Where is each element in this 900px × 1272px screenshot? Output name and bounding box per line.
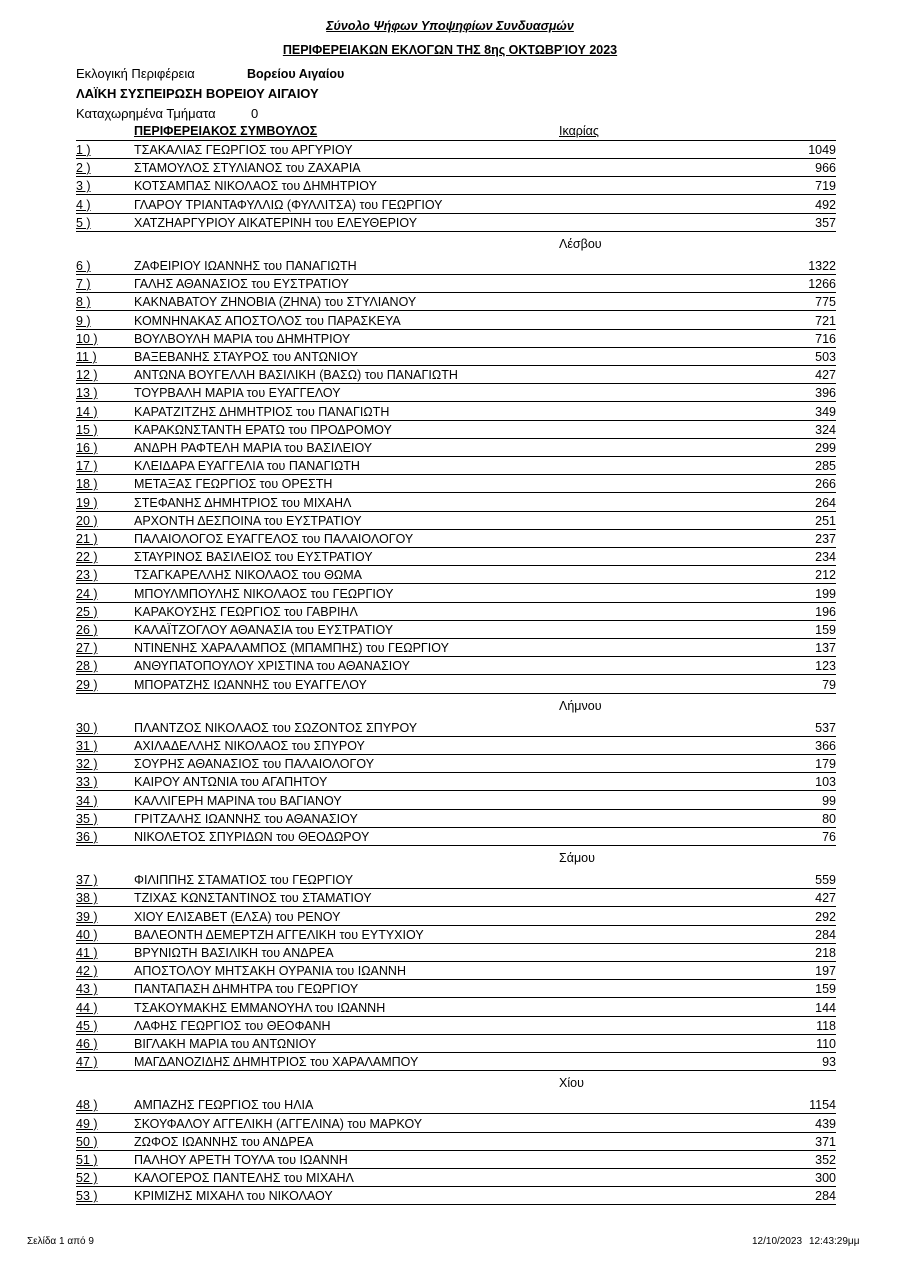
row-number: 15 )	[76, 422, 98, 437]
candidate-votes: 144	[815, 1000, 836, 1015]
table-row	[76, 1053, 836, 1071]
row-number: 25 )	[76, 604, 98, 619]
row-number: 14 )	[76, 404, 98, 419]
candidate-votes: 80	[822, 811, 836, 826]
table-row	[76, 828, 836, 846]
table-row	[76, 1133, 836, 1151]
table-row	[76, 494, 836, 512]
candidate-votes: 349	[815, 404, 836, 419]
candidate-name: ΓΛΑΡΟΥ ΤΡΙΑΝΤΑΦΥΛΛΙΩ (ΦΥΛΛΙΤΣΑ) του ΓΕΩΡΓΙΟΥ	[134, 197, 443, 212]
table-row	[76, 159, 836, 177]
table-row	[76, 926, 836, 944]
row-number: 20 )	[76, 513, 98, 528]
candidate-votes: 197	[815, 964, 836, 979]
table-row	[76, 792, 836, 810]
region-heading: Λήμνου	[559, 698, 602, 713]
page-number: Σελίδα 1 από 9	[27, 1236, 94, 1247]
row-number: 19 )	[76, 495, 98, 510]
candidate-name: ΚΟΤΣΑΜΠΑΣ ΝΙΚΟΛΑΟΣ του ΔΗΜΗΤΡΙΟΥ	[134, 179, 377, 194]
row-number: 48 )	[76, 1098, 98, 1113]
row-number: 7 )	[76, 277, 91, 292]
candidate-votes: 212	[815, 568, 836, 583]
candidate-name: ΜΑΓΔΑΝΟΖΙΔΗΣ ΔΗΜΗΤΡΙΟΣ του ΧΑΡΑΛΑΜΠΟΥ	[134, 1055, 419, 1070]
row-number: 12 )	[76, 368, 98, 383]
table-row	[76, 348, 836, 366]
table-row	[76, 755, 836, 773]
candidate-votes: 719	[815, 179, 836, 194]
candidate-name: ΧΑΤΖΗΑΡΓΥΡΙΟΥ ΑΙΚΑΤΕΡΙΝΗ του ΕΛΕΥΘΕΡΙΟΥ	[134, 215, 418, 230]
candidate-votes: 179	[815, 757, 836, 772]
row-number: 8 )	[76, 295, 91, 310]
table-row	[76, 871, 836, 889]
table-row	[76, 512, 836, 530]
candidate-name: ΠΑΝΤΑΠΑΣΗ ΔΗΜΗΤΡΑ του ΓΕΩΡΓΙΟΥ	[134, 982, 359, 997]
table-row	[76, 719, 836, 737]
row-number: 42 )	[76, 964, 98, 979]
candidate-name: ΣΤΑΜΟΥΛΟΣ ΣΤΥΛΙΑΝΟΣ του ΖΑΧΑΡΙΑ	[134, 161, 361, 176]
table-row	[76, 439, 836, 457]
row-number: 32 )	[76, 757, 98, 772]
candidate-votes: 159	[815, 623, 836, 637]
table-row	[76, 603, 836, 621]
table-row	[76, 214, 836, 232]
candidate-votes: 251	[815, 513, 836, 528]
candidate-votes: 371	[815, 1134, 836, 1149]
document-subtitle: ΠΕΡΙΦΕΡΕΙΑΚΩΝ ΕΚΛΟΓΩΝ ΤΗΣ 8ης ΟΚΤΩΒΡΊΟΥ 2023	[282, 43, 618, 57]
candidate-name: ΤΣΑΚΟΥΜΑΚΗΣ ΕΜΜΑΝΟΥΗΛ του ΙΩΑΝΝΗ	[134, 1000, 386, 1015]
candidate-votes: 110	[816, 1037, 836, 1051]
region-value: Βορείου Αιγαίου	[247, 67, 345, 81]
table-row	[76, 1017, 836, 1035]
region-heading: Σάμου	[559, 851, 595, 866]
candidate-name: ΚΑΡΑΚΟΥΣΗΣ ΓΕΩΡΓΙΟΣ του ΓΑΒΡΙΗΛ	[134, 604, 358, 619]
candidate-votes: 1322	[808, 259, 836, 273]
table-row	[76, 585, 836, 603]
candidate-name: ΓΡΙΤΖΑΛΗΣ ΙΩΑΝΝΗΣ του ΑΘΑΝΑΣΙΟΥ	[134, 811, 358, 826]
candidate-name: ΑΧΙΛΑΔΕΛΛΗΣ ΝΙΚΟΛΑΟΣ του ΣΠΥΡΟΥ	[134, 739, 365, 753]
sections-value: 0	[251, 106, 259, 121]
table-row	[76, 773, 836, 791]
row-number: 3 )	[76, 179, 91, 194]
candidate-name: ΑΡΧΟΝΤΗ ΔΕΣΠΟΙΝΑ του ΕΥΣΤΡΑΤΙΟΥ	[134, 513, 362, 528]
candidate-name: ΚΑΡΑΚΩΝΣΤΑΝΤΗ ΕΡΑΤΩ του ΠΡΟΔΡΟΜΟΥ	[134, 422, 392, 437]
candidate-name: ΖΑΦΕΙΡΙΟΥ ΙΩΑΝΝΗΣ του ΠΑΝΑΓΙΩΤΗ	[134, 259, 357, 273]
table-row	[76, 962, 836, 980]
candidate-votes: 396	[815, 386, 836, 401]
candidate-name: ΒΑΞΕΒΑΝΗΣ ΣΤΑΥΡΟΣ του ΑΝΤΩΝΙΟΥ	[134, 350, 359, 364]
row-number: 17 )	[76, 459, 98, 474]
table-row	[76, 141, 836, 159]
row-number: 37 )	[76, 873, 98, 888]
candidate-name: ΝΤΙΝΕΝΗΣ ΧΑΡΑΛΑΜΠΟΣ (ΜΠΑΜΠΗΣ) του ΓΕΩΡΓΙΟΥ	[134, 641, 449, 656]
candidate-name: ΠΑΛΗΟΥ ΑΡΕΤΗ ΤΟΥΛΑ του ΙΩΑΝΝΗ	[134, 1153, 348, 1167]
candidate-name: ΣΟΥΡΗΣ ΑΘΑΝΑΣΙΟΣ του ΠΑΛΑΙΟΛΟΓΟΥ	[134, 757, 375, 772]
candidate-votes: 1266	[808, 277, 836, 292]
candidate-name: ΓΑΛΗΣ ΑΘΑΝΑΣΙΟΣ του ΕΥΣΤΡΑΤΙΟΥ	[134, 277, 350, 292]
candidate-votes: 123	[815, 659, 836, 674]
table-row	[76, 530, 836, 548]
table-row	[76, 312, 836, 330]
candidate-name: ΚΑΛΛΙΓΕΡΗ ΜΑΡΙΝΑ του ΒΑΓΙΑΝΟΥ	[134, 793, 342, 808]
candidate-name: ΠΛΑΝΤΖΟΣ ΝΙΚΟΛΑΟΣ του ΣΩΖΟΝΤΟΣ ΣΠΥΡΟΥ	[134, 720, 418, 735]
table-row	[76, 1096, 836, 1114]
row-number: 41 )	[76, 946, 98, 960]
row-number: 2 )	[76, 161, 91, 176]
candidate-votes: 966	[815, 161, 836, 176]
candidate-votes: 118	[816, 1018, 836, 1033]
table-row	[76, 384, 836, 402]
table-row	[76, 475, 836, 493]
table-row	[76, 944, 836, 962]
candidate-name: ΧΙΟΥ ΕΛΙΣΑΒΕΤ (ΕΛΣΑ) του ΡΕΝΟΥ	[134, 909, 341, 924]
candidate-votes: 285	[815, 459, 836, 474]
candidate-votes: 537	[815, 720, 836, 735]
candidate-votes: 492	[815, 197, 836, 212]
candidate-votes: 159	[815, 982, 836, 997]
row-number: 35 )	[76, 811, 98, 826]
region-header-first: Ικαρίας	[559, 124, 599, 138]
row-number: 40 )	[76, 927, 98, 942]
candidate-name: ΠΑΛΑΙΟΛΟΓΟΣ ΕΥΑΓΓΕΛΟΣ του ΠΑΛΑΙΟΛΟΓΟΥ	[134, 532, 414, 546]
candidate-votes: 199	[815, 586, 836, 601]
row-number: 36 )	[76, 830, 98, 844]
table-row	[76, 421, 836, 439]
row-number: 52 )	[76, 1171, 98, 1186]
row-number: 22 )	[76, 550, 98, 565]
row-number: 10 )	[76, 331, 98, 346]
table-row	[76, 657, 836, 675]
candidate-name: ΜΠΟΥΛΜΠΟΥΛΗΣ ΝΙΚΟΛΑΟΣ του ΓΕΩΡΓΙΟΥ	[134, 586, 394, 601]
table-row	[76, 999, 836, 1017]
candidate-name: ΑΠΟΣΤΟΛΟΥ ΜΗΤΣΑΚΗ ΟΥΡΑΝΙΑ του ΙΩΑΝΝΗ	[134, 964, 406, 979]
candidate-votes: 79	[822, 677, 836, 692]
table-row	[76, 275, 836, 293]
candidate-votes: 366	[815, 739, 836, 753]
candidate-name: ΤΣΑΚΑΛΙΑΣ ΓΕΩΡΓΙΟΣ του ΑΡΓΥΡΙΟΥ	[134, 143, 353, 157]
print-date: 12/10/2023	[752, 1236, 803, 1247]
candidate-votes: 264	[815, 495, 836, 510]
candidate-name: ΜΠΟΡΑΤΖΗΣ ΙΩΑΝΝΗΣ του ΕΥΑΓΓΕΛΟΥ	[134, 677, 367, 692]
column-header	[76, 124, 836, 141]
candidate-votes: 721	[815, 313, 836, 328]
column-candidate-header: ΠΕΡΙΦΕΡΕΙΑΚΟΣ ΣΥΜΒΟΥΛΟΣ	[134, 124, 318, 138]
table-row	[76, 1035, 836, 1053]
row-number: 50 )	[76, 1134, 98, 1149]
candidate-votes: 1049	[808, 143, 836, 157]
candidate-name: ΚΛΕΙΔΑΡΑ ΕΥΑΓΓΕΛΙΑ του ΠΑΝΑΓΙΩΤΗ	[134, 459, 360, 474]
row-number: 9 )	[76, 313, 91, 328]
row-number: 31 )	[76, 739, 98, 753]
row-number: 38 )	[76, 891, 98, 906]
candidate-votes: 284	[815, 927, 836, 942]
candidate-votes: 427	[815, 368, 836, 383]
region-heading: Λέσβου	[559, 237, 602, 251]
candidate-votes: 352	[815, 1153, 836, 1167]
row-number: 6 )	[76, 259, 91, 273]
row-number: 30 )	[76, 720, 98, 735]
candidate-votes: 559	[815, 873, 836, 888]
row-number: 1 )	[76, 143, 91, 157]
table-row	[76, 737, 836, 755]
candidate-votes: 1154	[809, 1098, 836, 1113]
candidate-name: ΚΟΜΝΗΝΑΚΑΣ ΑΠΟΣΤΟΛΟΣ του ΠΑΡΑΣΚΕΥΑ	[134, 313, 401, 328]
candidate-votes: 237	[815, 532, 836, 546]
candidate-name: ΑΜΠΑΖΗΣ ΓΕΩΡΓΙΟΣ του ΗΛΙΑ	[134, 1098, 314, 1113]
candidate-name: ΚΑΙΡΟΥ ΑΝΤΩΝΙΑ του ΑΓΑΠΗΤΟΥ	[134, 775, 328, 790]
table-row	[76, 330, 836, 348]
candidate-votes: 284	[815, 1189, 836, 1204]
row-number: 23 )	[76, 568, 98, 583]
row-number: 18 )	[76, 477, 98, 492]
row-number: 34 )	[76, 793, 98, 808]
table-row	[76, 810, 836, 828]
candidate-votes: 427	[815, 891, 836, 906]
row-number: 27 )	[76, 641, 98, 656]
row-number: 44 )	[76, 1000, 98, 1015]
candidate-name: ΝΙΚΟΛΕΤΟΣ ΣΠΥΡΙΔΩΝ του ΘΕΟΔΩΡΟΥ	[134, 830, 370, 844]
table-row	[76, 639, 836, 657]
row-number: 24 )	[76, 586, 98, 601]
candidate-votes: 503	[815, 350, 836, 364]
table-row	[76, 889, 836, 907]
table-row	[76, 1187, 836, 1205]
row-number: 47 )	[76, 1055, 98, 1070]
candidate-votes: 93	[822, 1055, 836, 1070]
candidate-name: ΣΤΕΦΑΝΗΣ ΔΗΜΗΤΡΙΟΣ του ΜΙΧΑΗΛ	[134, 495, 352, 510]
candidate-name: ΛΑΦΗΣ ΓΕΩΡΓΙΟΣ του ΘΕΟΦΑΝΗ	[134, 1018, 331, 1033]
candidate-name: ΤΖΙΧΑΣ ΚΩΝΣΤΑΝΤΙΝΟΣ του ΣΤΑΜΑΤΙΟΥ	[134, 891, 372, 906]
candidate-votes: 218	[815, 946, 836, 960]
candidate-name: ΒΡΥΝΙΩΤΗ ΒΑΣΙΛΙΚΗ του ΑΝΔΡΕΑ	[134, 946, 334, 960]
row-number: 51 )	[76, 1153, 98, 1167]
table-row	[76, 676, 836, 694]
candidate-name: ΖΩΦΟΣ ΙΩΑΝΝΗΣ του ΑΝΔΡΕΑ	[134, 1134, 314, 1149]
table-row	[76, 566, 836, 584]
candidate-name: ΑΝΤΩΝΑ ΒΟΥΓΕΛΛΗ ΒΑΣΙΛΙΚΗ (ΒΑΣΩ) του ΠΑΝΑΓΙΩΤΗ	[134, 368, 458, 383]
row-number: 11 )	[76, 350, 97, 364]
row-number: 29 )	[76, 677, 98, 692]
table-row	[76, 1115, 836, 1133]
candidate-votes: 716	[815, 331, 836, 346]
candidate-name: ΑΝΔΡΗ ΡΑΦΤΕΛΗ ΜΑΡΙΑ του ΒΑΣΙΛΕΙΟΥ	[134, 441, 373, 455]
candidate-name: ΣΤΑΥΡΙΝΟΣ ΒΑΣΙΛΕΙΟΣ του ΕΥΣΤΡΑΤΙΟΥ	[134, 550, 373, 565]
candidate-name: ΚΑΛΑΪΤΖΟΓΛΟΥ ΑΘΑΝΑΣΙΑ του ΕΥΣΤΡΑΤΙΟΥ	[134, 623, 394, 637]
candidate-votes: 299	[815, 441, 836, 455]
row-number: 21 )	[76, 532, 98, 546]
candidate-votes: 292	[815, 909, 836, 924]
candidate-name: ΦΙΛΙΠΠΗΣ ΣΤΑΜΑΤΙΟΣ του ΓΕΩΡΓΙΟΥ	[134, 873, 354, 888]
row-number: 13 )	[76, 386, 98, 401]
candidate-name: ΚΑΚΝΑΒΑΤΟΥ ΖΗΝΟΒΙΑ (ΖΗΝΑ) του ΣΤΥΛΙΑΝΟΥ	[134, 295, 417, 310]
sections-label: Καταχωρημένα Τμήματα	[76, 106, 216, 121]
table-row	[76, 177, 836, 195]
row-number: 49 )	[76, 1116, 98, 1131]
candidate-votes: 775	[815, 295, 836, 310]
candidate-name: ΤΣΑΓΚΑΡΕΛΛΗΣ ΝΙΚΟΛΑΟΣ του ΘΩΜΑ	[134, 568, 362, 583]
candidate-name: ΑΝΘΥΠΑΤΟΠΟΥΛΟΥ ΧΡΙΣΤΙΝΑ του ΑΘΑΝΑΣΙΟΥ	[134, 659, 410, 674]
row-number: 46 )	[76, 1037, 98, 1051]
candidate-votes: 99	[822, 793, 836, 808]
row-number: 28 )	[76, 659, 98, 674]
table-row	[76, 908, 836, 926]
row-number: 4 )	[76, 197, 91, 212]
region-heading: Χίου	[559, 1076, 584, 1091]
table-row	[76, 293, 836, 311]
candidate-votes: 266	[815, 477, 836, 492]
candidate-votes: 76	[822, 830, 836, 844]
candidate-name: ΚΑΡΑΤΖΙΤΖΗΣ ΔΗΜΗΤΡΙΟΣ του ΠΑΝΑΓΙΩΤΗ	[134, 404, 390, 419]
candidate-name: ΚΡΙΜΙΖΗΣ ΜΙΧΑΗΛ του ΝΙΚΟΛΑΟΥ	[134, 1189, 333, 1204]
table-row	[76, 196, 836, 214]
table-row	[76, 366, 836, 384]
candidate-votes: 103	[815, 775, 836, 790]
table-row	[76, 1151, 836, 1169]
row-number: 26 )	[76, 623, 98, 637]
table-row	[76, 621, 836, 639]
row-number: 33 )	[76, 775, 98, 790]
row-number: 5 )	[76, 215, 91, 230]
region-label: Εκλογική Περιφέρεια	[76, 66, 195, 81]
table-row	[76, 457, 836, 475]
candidate-votes: 196	[815, 604, 836, 619]
candidate-name: ΚΑΛΟΓΕΡΟΣ ΠΑΝΤΕΛΗΣ του ΜΙΧΑΗΛ	[134, 1171, 354, 1186]
document-title: Σύνολο Ψήφων Υποψηφίων Συνδυασμών	[326, 19, 574, 33]
row-number: 45 )	[76, 1018, 98, 1033]
table-row	[76, 1169, 836, 1187]
table-row	[76, 257, 836, 275]
candidate-votes: 300	[815, 1171, 836, 1186]
candidate-name: ΒΙΓΛΑΚΗ ΜΑΡΙΑ του ΑΝΤΩΝΙΟΥ	[134, 1037, 317, 1051]
print-time: 12:43:29μμ	[809, 1236, 860, 1247]
candidate-votes: 439	[815, 1116, 836, 1131]
row-number: 53 )	[76, 1189, 98, 1204]
row-number: 39 )	[76, 909, 98, 924]
candidate-name: ΣΚΟΥΦΑΛΟΥ ΑΓΓΕΛΙΚΗ (ΑΓΓΕΛΙΝΑ) του ΜΑΡΚΟΥ	[134, 1116, 423, 1131]
candidate-name: ΒΑΛΕΟΝΤΗ ΔΕΜΕΡΤΖΗ ΑΓΓΕΛΙΚΗ του ΕΥΤΥΧΙΟΥ	[134, 927, 424, 942]
candidate-name: ΜΕΤΑΞΑΣ ΓΕΩΡΓΙΟΣ του ΟΡΕΣΤΗ	[134, 477, 333, 492]
row-number: 43 )	[76, 982, 98, 997]
candidate-votes: 357	[815, 215, 836, 230]
table-row	[76, 548, 836, 566]
candidate-name: ΒΟΥΛΒΟΥΛΗ ΜΑΡΙΑ του ΔΗΜΗΤΡΙΟΥ	[134, 331, 351, 346]
table-row	[76, 980, 836, 998]
candidate-votes: 324	[815, 422, 836, 437]
party-name: ΛΑΪΚΗ ΣΥΣΠΕΙΡΩΣΗ ΒΟΡΕΙΟΥ ΑΙΓΑΙΟΥ	[76, 86, 319, 101]
candidate-name: ΤΟΥΡΒΑΛΗ ΜΑΡΙΑ του ΕΥΑΓΓΕΛΟΥ	[134, 386, 341, 401]
table-row	[76, 403, 836, 421]
candidate-votes: 234	[815, 550, 836, 565]
candidate-votes: 137	[815, 641, 836, 656]
row-number: 16 )	[76, 441, 98, 455]
